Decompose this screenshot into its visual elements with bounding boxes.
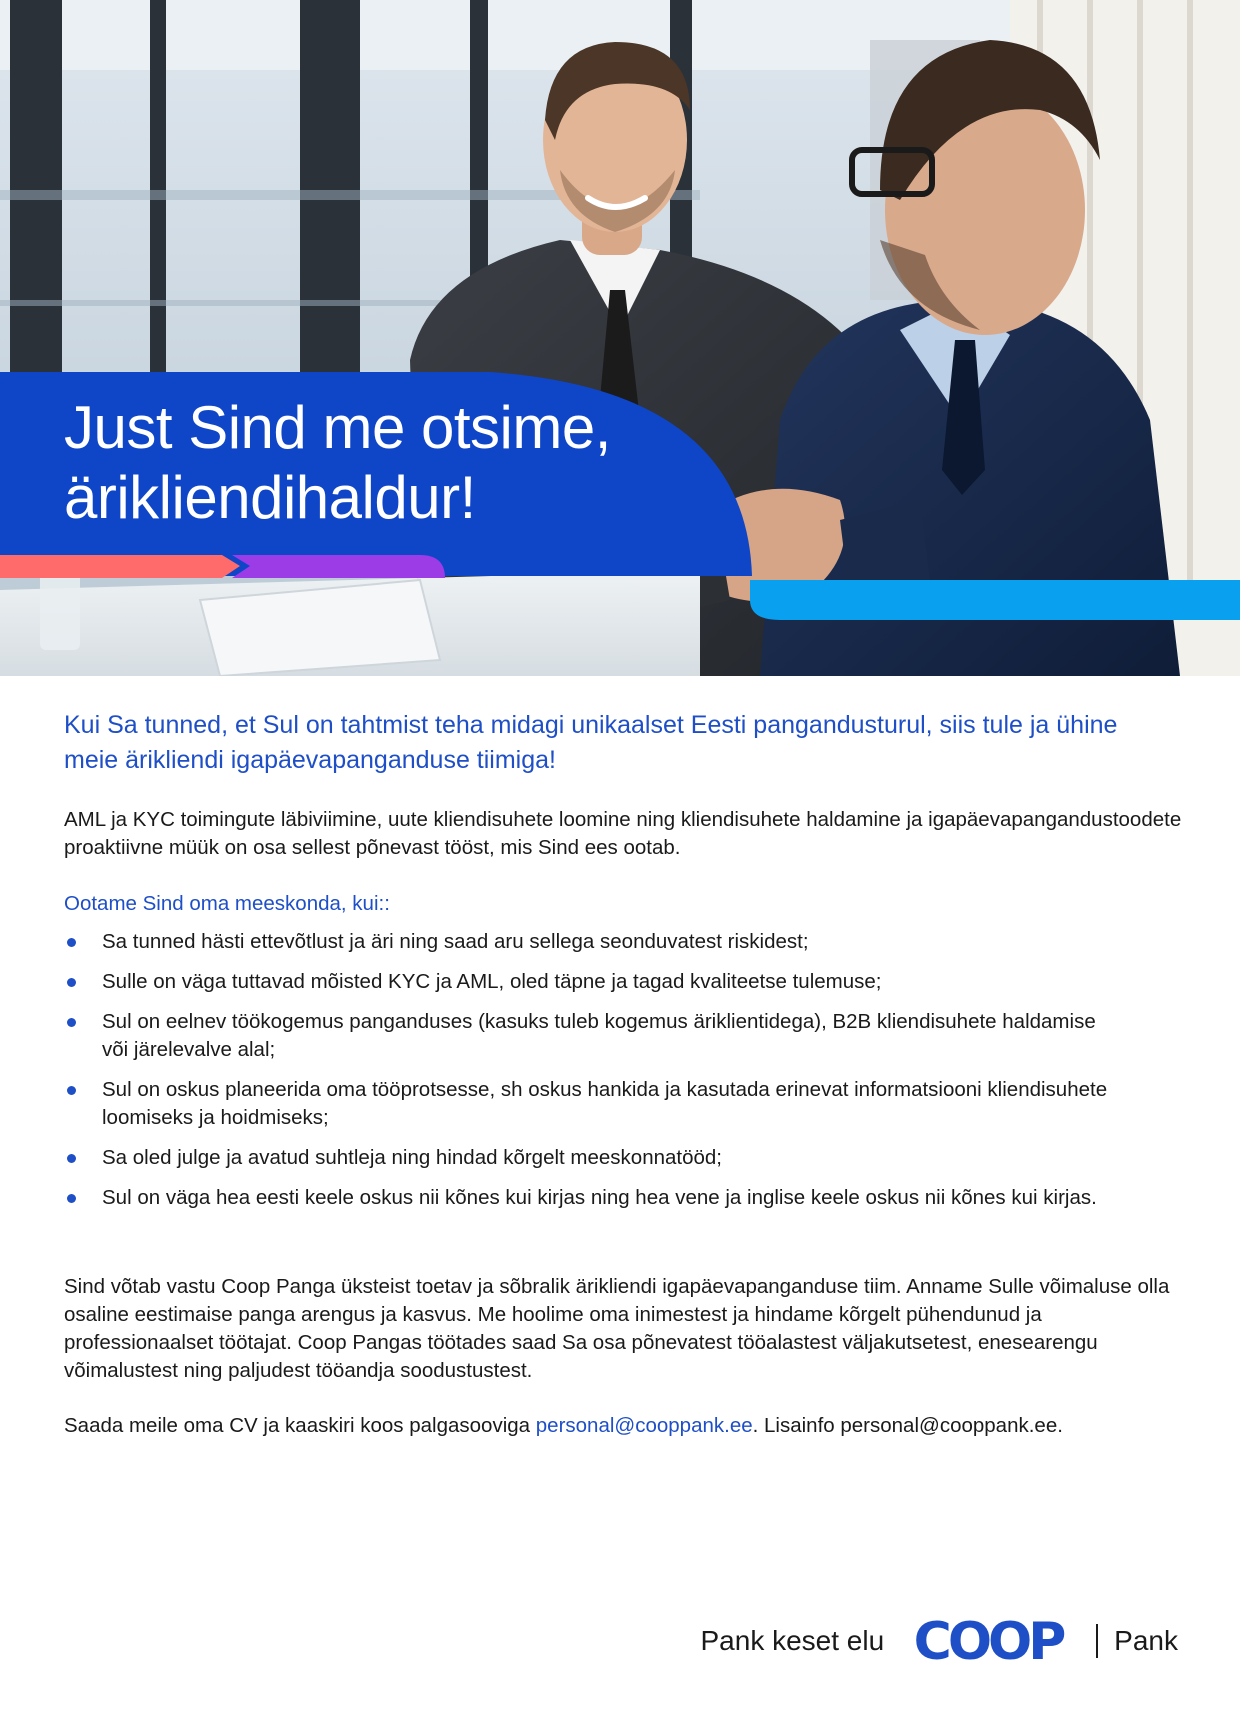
coop-logo-text: COOP <box>913 1613 1063 1669</box>
email-link[interactable]: personal@cooppank.ee <box>535 1414 753 1437</box>
list-item: Sul on oskus planeerida oma tööprotsesse, sh oskus hankida ja kasutada erinevat informatsiooni kliendisuhete loomiseks ja hoidmiseks; <box>64 1076 1124 1132</box>
offer-paragraph: Sind võtab vastu Coop Panga üksteist toetav ja sõbralik ärikliendi igapäevapanganduse tiim. Anname Sulle võimaluse olla osaline eestimaise panga arengus ja kasvus. Me hoolime oma inimestest ja hindame kõrgelt pühendunud ja professionaalset töötajat. Coop Pangas töötades saad Sa osa põnevatest tööalastest väljakutsetest, enesearengu võimalustest ning paljudest tööandja soodustustest. <box>64 1275 1170 1382</box>
list-item: Sa oled julge ja avatud suhtleja ning hindad kõrgelt meeskonnatööd; <box>64 1144 1124 1172</box>
list-item: Sul on väga hea eesti keele oskus nii kõnes kui kirjas ning hea vene ja inglise keele oskus nii kõnes kui kirjas. <box>64 1184 1124 1212</box>
requirements-list <box>64 928 1124 1224</box>
contact-prefix: Saada meile oma CV ja kaaskiri koos palgasooviga <box>64 1414 536 1437</box>
hero-headline-line2: ärikliendihaldur! <box>64 464 476 531</box>
hero-photo <box>0 0 1240 676</box>
contact-paragraph <box>64 1412 1184 1440</box>
brand-name: Pank <box>1114 1625 1178 1656</box>
footer-tagline: Pank keset elu <box>700 1625 885 1656</box>
list-item: Sulle on väga tuttavad mõisted KYC ja AML, oled täpne ja tagad kvaliteetse tulemuse; <box>64 968 1124 996</box>
contact-suffix: . Lisainfo personal@cooppank.ee. <box>752 1414 1063 1437</box>
footer-brand <box>701 1611 1179 1671</box>
list-item: Sul on eelnev töökogemus panganduses (kasuks tuleb kogemus äriklientidega), B2B kliendisuhete haldamise või järelevalve alal; <box>64 1008 1124 1064</box>
intro-paragraph: AML ja KYC toimingute läbiviimine, uute kliendisuhete loomine ning kliendisuhete haldamine ja igapäevapangandustoodete proaktiivne müük on osa sellest põnevast tööst, mis Sind ees ootab. <box>64 808 1182 859</box>
list-item: Sa tunned hästi ettevõtlust ja äri ning saad aru sellega seonduvatest riskidest; <box>64 928 1124 956</box>
hero-headline-line1: Just Sind me otsime, <box>64 394 611 461</box>
hero-banner <box>0 0 1240 676</box>
lead-paragraph: Kui Sa tunned, et Sul on tahtmist teha midagi unikaalset Eesti pangandusturul, siis tule ja ühine meie ärikliendi igapäevapanganduse tiimiga! <box>64 711 1118 774</box>
hero-headline <box>64 393 611 533</box>
brand-divider <box>1096 1624 1098 1658</box>
requirements-title: Ootame Sind oma meeskonda, kui:: <box>64 892 390 915</box>
coop-logo <box>898 1613 1078 1669</box>
